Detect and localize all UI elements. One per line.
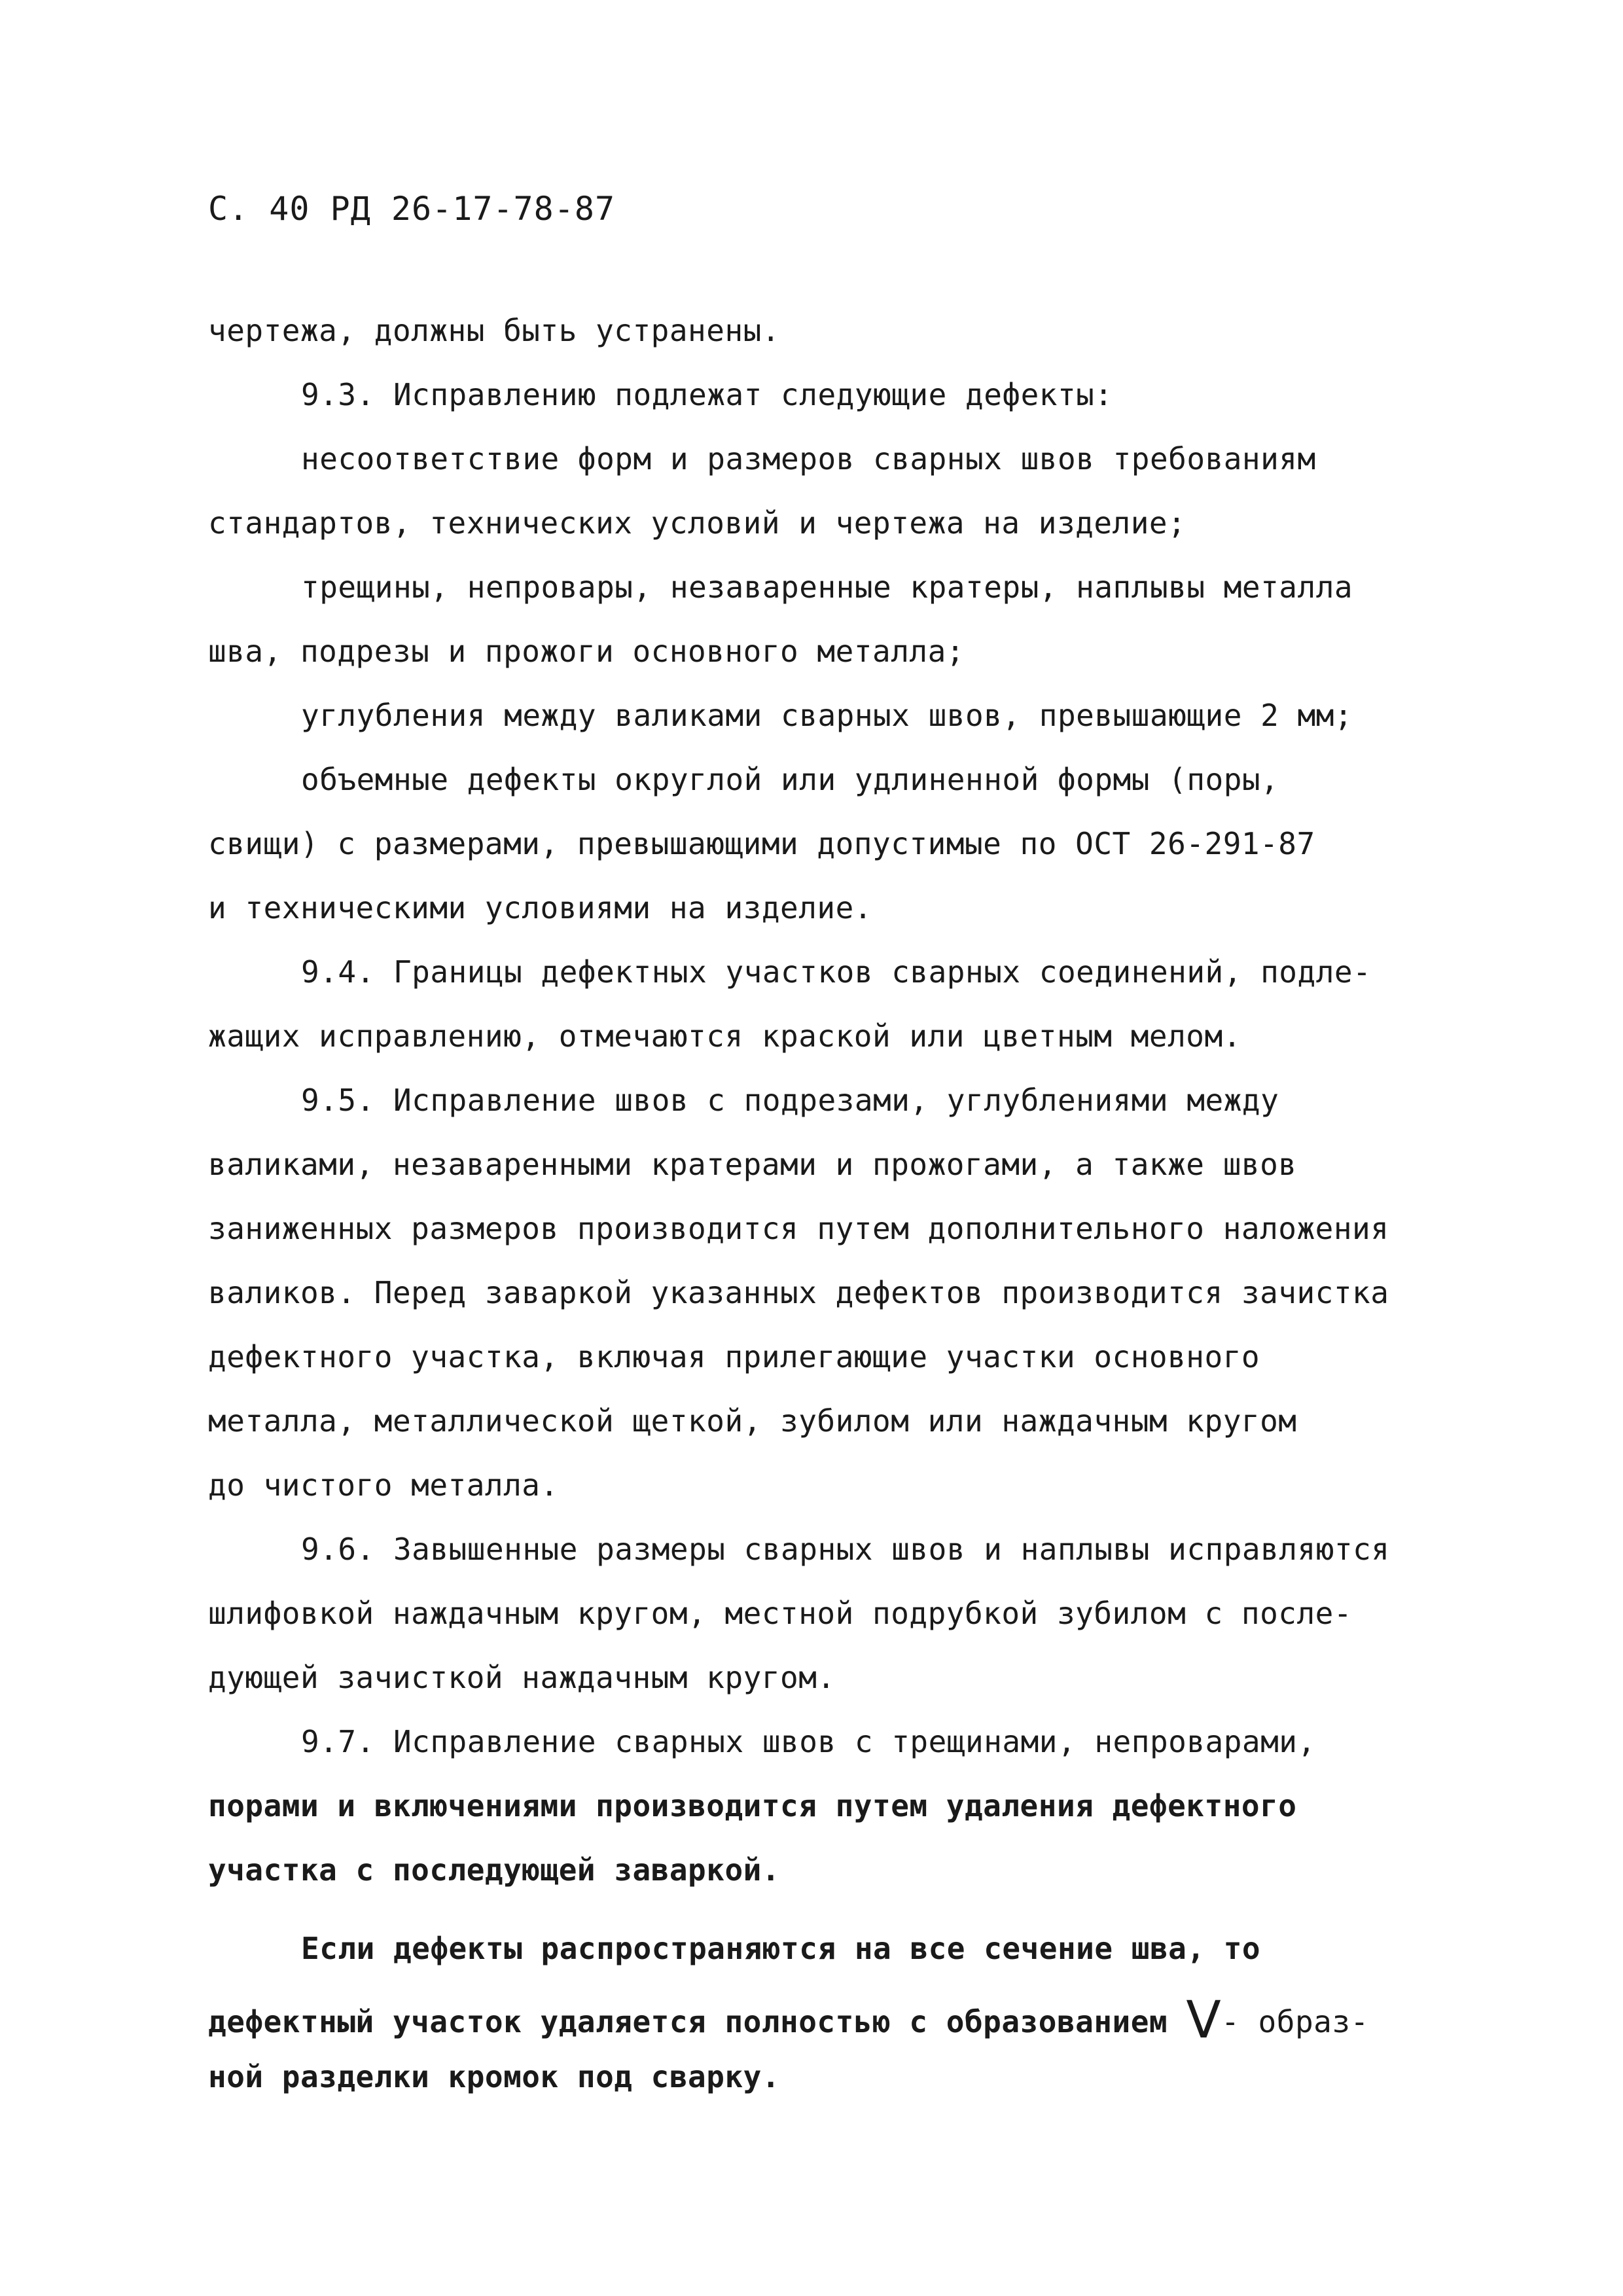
text-line: металла, металлической щеткой, зубилом или наждачным кругом [208, 1403, 1297, 1439]
section-9-3-heading: 9.3. Исправлению подлежат следующие дефекты: [301, 377, 1113, 412]
section-9-7-heading: 9.7. Исправление сварных швов с трещинами, непроварами, [301, 1724, 1316, 1759]
text-line: шлифовкой наждачным кругом, местной подрубкой зубилом с после- [208, 1596, 1353, 1631]
text-line: стандартов, технических условий и чертежа на изделие; [208, 505, 1186, 541]
text-line-with-symbol [208, 1991, 1369, 2050]
text-line: трещины, непровары, незаваренные кратеры, наплывы металла [301, 569, 1353, 605]
text-line: чертежа, должны быть устранены. [208, 313, 781, 348]
section-9-4-heading: 9.4. Границы дефектных участков сварных соединений, подле- [301, 954, 1372, 990]
text-line: несоответствие форм и размеров сварных швов требованиям [301, 441, 1316, 476]
section-9-5-heading: 9.5. Исправление швов с подрезами, углублениями между [301, 1083, 1279, 1118]
text-line: до чистого металла. [208, 1467, 559, 1503]
text-line: свищи) с размерами, превышающими допустимые по ОСТ 26-291-87 [208, 826, 1315, 861]
page-header: С. 40 РД 26-17-78-87 [208, 190, 616, 228]
v-groove-symbol: V [1186, 1991, 1222, 2050]
text-line: порами и включениями производится путем удаления дефектного [208, 1788, 1297, 1823]
text-line: участка с последующей заваркой. [208, 1852, 781, 1888]
text-line: валиками, незаваренными кратерами и прожогами, а также швов [208, 1147, 1297, 1182]
text-line: дующей зачисткой наждачным кругом. [208, 1660, 836, 1695]
text-line: шва, подрезы и прожоги основного металла; [208, 634, 965, 669]
text-line: и техническими условиями на изделие. [208, 890, 872, 925]
text-line: Если дефекты распространяются на все сечение шва, то [301, 1931, 1261, 1966]
section-9-6-heading: 9.6. Завышенные размеры сварных швов и наплывы исправляются [301, 1532, 1390, 1567]
text-line: углубления между валиками сварных швов, превышающие 2 мм; [301, 698, 1353, 733]
text-line: ной разделки кромок под сварку. [208, 2059, 781, 2094]
text-line: заниженных размеров производится путем дополнительного наложения [208, 1211, 1389, 1246]
text-segment: - образ- [1221, 2004, 1369, 2039]
text-line: дефектного участка, включая прилегающие участки основного [208, 1339, 1260, 1374]
text-segment: дефектный участок удаляется полностью с образованием [208, 2004, 1168, 2039]
text-line: жащих исправлению, отмечаются краской или цветным мелом. [208, 1018, 1241, 1054]
text-line: объемные дефекты округлой или удлиненной формы (поры, [301, 762, 1279, 797]
text-line: валиков. Перед заваркой указанных дефектов производится зачистка [208, 1275, 1389, 1310]
